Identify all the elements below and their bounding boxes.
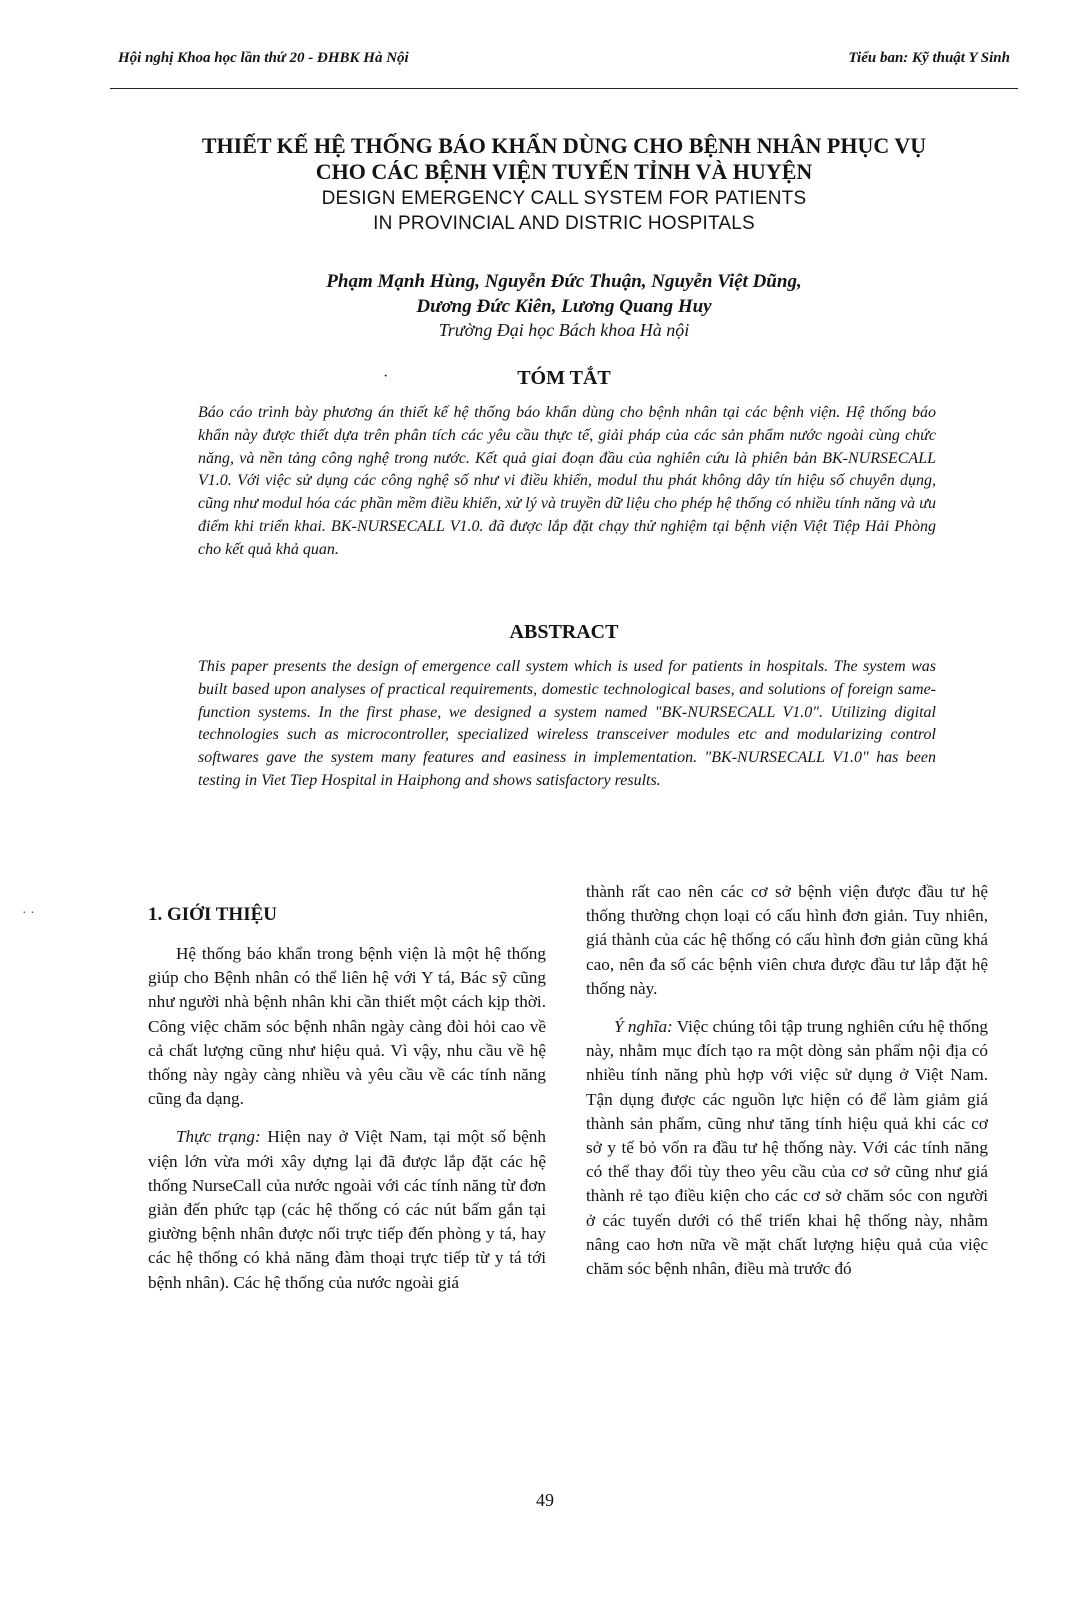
title-vietnamese-line2: CHO CÁC BỆNH VIỆN TUYẾN TỈNH VÀ HUYỆN [315,159,813,184]
abstract-text: This paper presents the design of emergence call system which is used for patients in hospitals. The system was built based upon analyses of practical requirements, domestic technological bases, and solutions of foreign same-function systems. In the first phase, we designed a system named "BK-NURSECALL V1.0". Utilizing digital technologies such as microcontroller, specialized wireless transceiver modules etc and modularizing control softwares gave the system many features and easiness in implementation. "BK-NURSECALL V1.0" has been testing in Viet Tiep Hospital in Haiphong and shows satisfactory results. [198,658,936,789]
margin-mark: · · [22,906,35,921]
continued-paragraph: thành rất cao nên các cơ sở bệnh viện được đầu tư hệ thống thường chọn loại có cấu hình đơn giản. Tuy nhiên, giá thành của các hệ thống có cấu hình đơn giản cũng khá cao, nên đa số các bệnh viên chưa được đầu tư lắp đặt hệ thống này. [586,882,988,998]
abstract-heading: ABSTRACT [509,621,619,643]
title-vietnamese-line1: THIẾT KẾ HỆ THỐNG BÁO KHẨN DÙNG CHO BỆNH NHÂN PHỤC VỤ [201,133,927,158]
affiliation: Trường Đại học Bách khoa Hà nội [438,320,690,340]
left-column [148,942,546,1295]
title-english-line2: IN PROVINCIAL AND DISTRIC HOSPITALS [373,213,755,234]
current-state-text: Hiện nay ở Việt Nam, tại một số bệnh viện lớn vừa mới xây dựng lại đã được lắp đặt các hệ thống NurseCall của nước ngoài với các tính năng từ đơn giản đến phức tạp (các hệ thống có các nút bấm gắn tại giường bệnh nhân được nối trực tiếp đến phòng y tá, hay các hệ thống có khả năng đàm thoại trực tiếp từ y tá tới bệnh nhân). Các hệ thống của nước ngoài giá [148,1127,546,1292]
summary-text: Báo cáo trình bày phương án thiết kế hệ thống báo khẩn dùng cho bệnh nhân tại các bệnh viện. Hệ thống báo khẩn này được thiết dựa trên phân tích các yêu cầu thực tế, giải pháp của các sản phẩm nước ngoài cùng chức năng, và nền tảng công nghệ trong nước. Kết quả giai đoạn đầu của nghiên cứu là phiên bản BK-NURSECALL V1.0. Với việc sử dụng các công nghệ số như vi điều khiển, modul thu phát không dây tín hiệu số chuyên dụng, cũng như modul hóa các phần mềm điều khiển, xử lý và truyền dữ liệu cho phép hệ thống có nhiều tính năng và ưu điểm khi triển khai. BK-NURSECALL V1.0. đã được lắp đặt chạy thử nghiệm tại bệnh viện Việt Tiệp Hải Phòng cho kết quả khả quan. [198,404,936,558]
authors-line2: Dương Đức Kiên, Lương Quang Huy [416,296,712,317]
significance-text: Việc chúng tôi tập trung nghiên cứu hệ thống này, nhằm mục đích tạo ra một dòng sản phẩm nội địa có nhiều tính năng phù hợp với việc sử dụng ở Việt Nam. Tận dụng được các nguồn lực hiện có để làm giảm giá thành sản phẩm, cũng như tăng tính hiệu quả khi các cơ sở y tế bỏ vốn ra đầu tư hệ thống này. Với các tính năng có thể thay đổi tùy theo yêu cầu của cơ sở cũng như giá thành rẻ tạo điều kiện cho các cơ sở chăm sóc con người ở các tuyến dưới có thể triển khai hệ thống này, nhằm nâng cao hơn nữa về mặt chất lượng hiệu quả của việc chăm sóc bệnh nhân, điều mà trước đó [586,1017,989,1279]
intro-paragraph: Hệ thống báo khẩn trong bệnh viện là một hệ thống giúp cho Bệnh nhân có thể liên hệ với Y tá, Bác sỹ cũng như người nhà bệnh nhân khi cần thiết một cách kịp thời. Công việc chăm sóc bệnh nhân ngày càng đòi hỏi cao về cả chất lượng cũng như hiệu quả. Vì vậy, nhu cầu về hệ thống này ngày càng nhiều và yêu cầu về các tính năng cũng đa dạng. [148,944,546,1109]
title-english-line1: DESIGN EMERGENCY CALL SYSTEM FOR PATIENTS [321,188,807,209]
page-number: 49 [536,1490,554,1510]
current-state-paragraph [148,1125,546,1294]
summary-heading: TÓM TẮT [517,367,611,389]
significance-label: Ý nghĩa: [614,1017,673,1037]
current-state-label: Thực trạng: [176,1127,261,1147]
running-header-right: Tiểu ban: Kỹ thuật Y Sinh [848,50,1010,66]
section-heading: 1. GIỚI THIỆU [148,904,277,925]
significance-paragraph [586,1015,988,1281]
right-column [586,880,988,1281]
stray-mark: · [383,368,389,385]
authors-line1: Phạm Mạnh Hùng, Nguyễn Đức Thuận, Nguyễn Việt Dũng, [326,271,802,292]
running-header-left: Hội nghị Khoa học lần thứ 20 - ĐHBK Hà Nội [118,50,409,66]
header-rule [110,88,1018,89]
